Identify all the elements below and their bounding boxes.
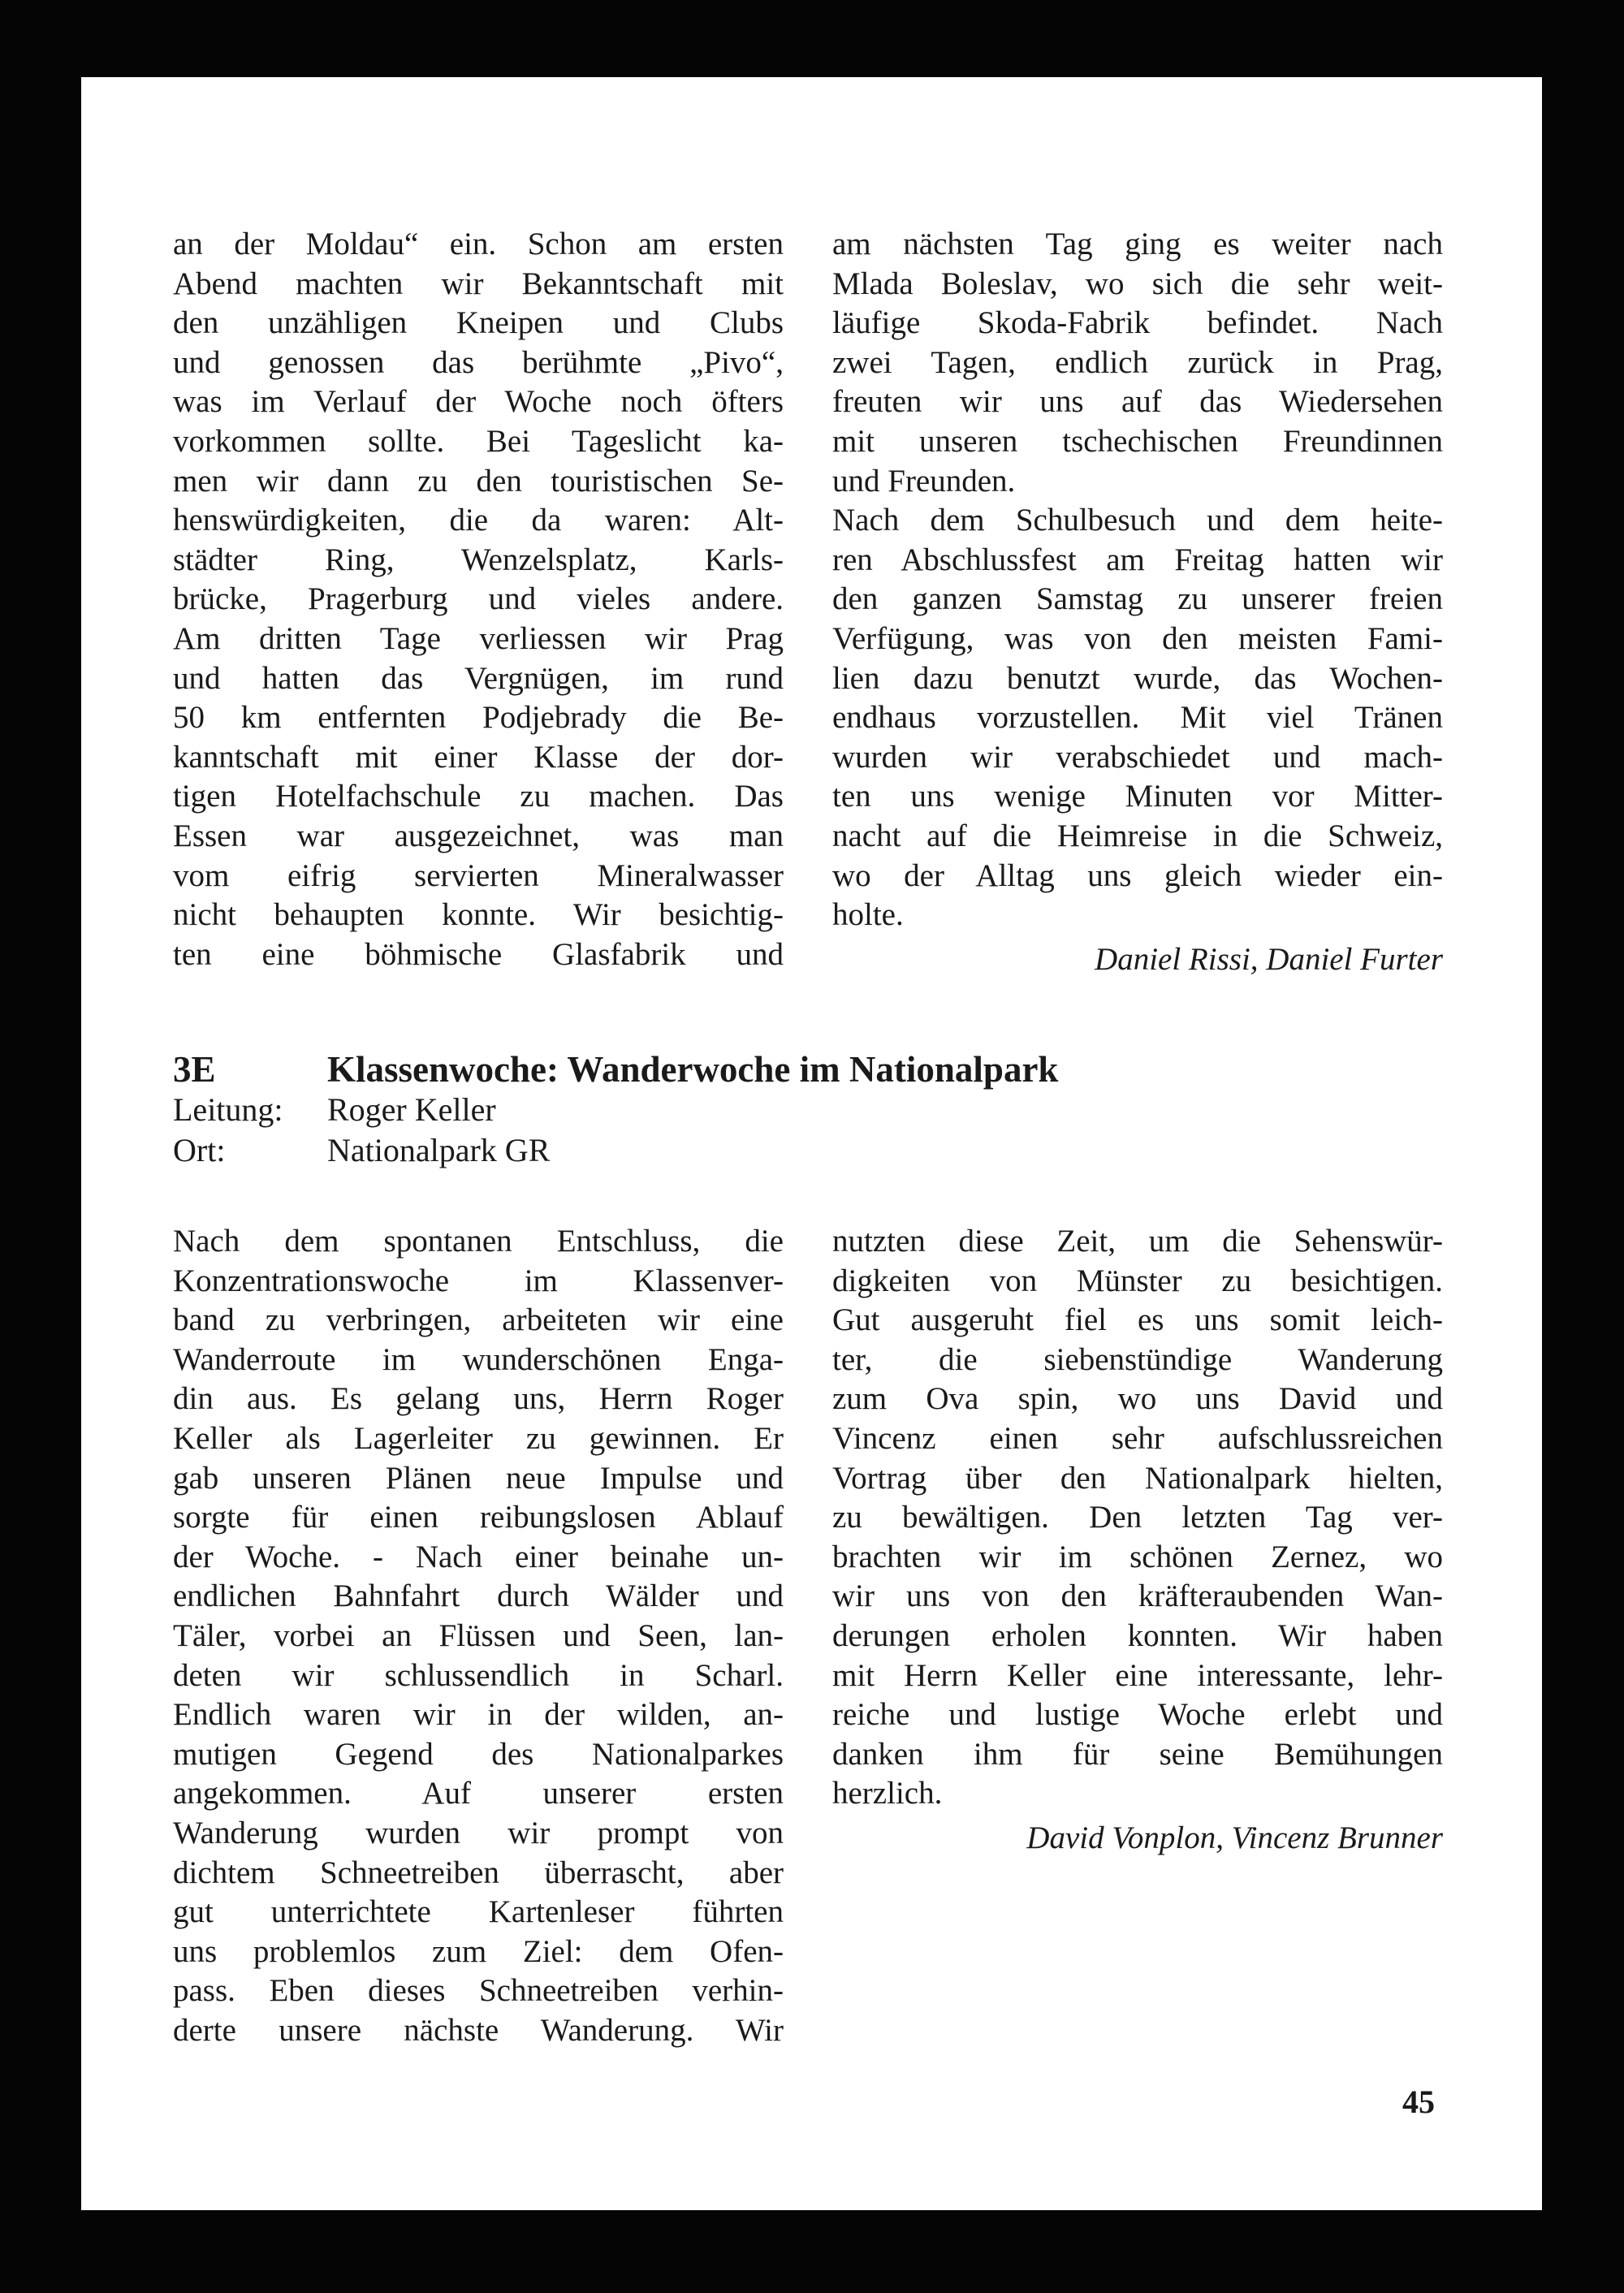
text-line: derte unsere nächste Wanderung. Wir <box>173 2012 784 2048</box>
text-line: ter, die siebenstündige Wanderung <box>832 1341 1443 1377</box>
text-line: Abend machten wir Bekanntschaft mit <box>173 266 784 301</box>
section2-left-column <box>173 1222 784 2050</box>
text-line: sorgte für einen reibungslosen Ablauf <box>173 1500 784 1535</box>
section1-author: Daniel Rissi, Daniel Furter <box>1095 941 1443 977</box>
ort-row <box>173 1130 1058 1171</box>
text-line: endlichen Bahnfahrt durch Wälder und <box>173 1578 784 1614</box>
text-line: Nach dem Schulbesuch und dem heite- <box>832 503 1443 538</box>
text-line: mit unseren tschechischen Freundinnen <box>832 423 1443 459</box>
text-line: der Woche. - Nach einer beinahe un- <box>173 1539 784 1574</box>
text-line: danken ihm für seine Bemühungen <box>832 1736 1443 1772</box>
text-line: brücke, Pragerburg und vieles andere. <box>173 581 784 617</box>
class-code: 3E <box>173 1049 216 1090</box>
text-line: Wanderroute im wunderschönen Enga- <box>173 1341 784 1377</box>
text-line: Vincenz einen sehr aufschlussreichen <box>832 1420 1443 1456</box>
text-line: brachten wir im schönen Zernez, wo <box>832 1539 1443 1574</box>
text-line: Konzentrationswoche im Klassenver- <box>173 1263 784 1298</box>
section1-right-column <box>832 225 1443 979</box>
text-line: an der Moldau“ ein. Schon am ersten <box>173 227 784 261</box>
text-line: städter Ring, Wenzelsplatz, Karls- <box>173 542 784 577</box>
text-line: Täler, vorbei an Flüssen und Seen, lan- <box>173 1617 784 1653</box>
text-line: Nach dem spontanen Entschluss, die <box>173 1224 784 1259</box>
text-line: reiche und lustige Woche erlebt und <box>832 1697 1443 1733</box>
text-line: 50 km entfernten Podjebrady die Be- <box>173 700 784 736</box>
text-line: pass. Eben dieses Schneetreiben verhin- <box>173 1973 784 2009</box>
section1-left-column <box>173 225 784 974</box>
text-line: ten eine böhmische Glasfabrik und <box>173 936 784 972</box>
text-line: wurden wir verabschiedet und mach- <box>832 739 1443 775</box>
text-line: Keller als Lagerleiter zu gewinnen. Er <box>173 1420 784 1456</box>
text-line: den ganzen Samstag zu unserer freien <box>832 581 1443 617</box>
section-title: Klassenwoche: Wanderwoche im Nationalpark <box>327 1049 1059 1090</box>
text-line: Mlada Boleslav, wo sich die sehr weit- <box>832 266 1443 301</box>
section2-heading <box>173 1049 1058 1171</box>
text-line: und Freunden. <box>832 463 1016 499</box>
text-line: mit Herrn Keller eine interessante, lehr- <box>832 1657 1443 1693</box>
text-line: uns problemlos zum Ziel: dem Ofen- <box>173 1933 784 1969</box>
text-line: derungen erholen konnten. Wir haben <box>832 1617 1443 1653</box>
text-line: deten wir schlussendlich in Scharl. <box>173 1657 784 1693</box>
text-line: gab unseren Plänen neue Impulse und <box>173 1460 784 1496</box>
text-line: ren Abschlussfest am Freitag hatten wir <box>832 542 1443 577</box>
text-line: endhaus vorzustellen. Mit viel Tränen <box>832 700 1443 736</box>
text-line: tigen Hotelfachschule zu machen. Das <box>173 779 784 814</box>
text-line: läufige Skoda-Fabrik befindet. Nach <box>832 305 1443 341</box>
text-line: was im Verlauf der Woche noch öfters <box>173 384 784 420</box>
text-line: freuten wir uns auf das Wiedersehen <box>832 384 1443 420</box>
text-line: und hatten das Vergnügen, im rund <box>173 660 784 696</box>
section2-author: David Vonplon, Vincenz Brunner <box>1026 1820 1443 1855</box>
text-line: lien dazu benutzt wurde, das Wochen- <box>832 660 1443 696</box>
text-line: men wir dann zu den touristischen Se- <box>173 463 784 499</box>
text-line: din aus. Es gelang uns, Herrn Roger <box>173 1381 784 1417</box>
text-line: nacht auf die Heimreise in die Schweiz, <box>832 818 1443 853</box>
text-line: Am dritten Tage verliessen wir Prag <box>173 620 784 656</box>
text-line: nicht behaupten konnte. Wir besichtig- <box>173 897 784 933</box>
text-line: Vortrag über den Nationalpark hielten, <box>832 1460 1443 1496</box>
text-line: und genossen das berühmte „Pivo“, <box>173 344 784 380</box>
text-line: mutigen Gegend des Nationalparkes <box>173 1736 784 1772</box>
text-line: Wanderung wurden wir prompt von <box>173 1815 784 1850</box>
text-line: band zu verbringen, arbeiteten wir eine <box>173 1302 784 1338</box>
text-line: am nächsten Tag ging es weiter nach <box>832 227 1443 261</box>
text-line: herzlich. <box>832 1776 943 1812</box>
section-title-row <box>173 1049 1058 1090</box>
text-line: zu bewältigen. Den letzten Tag ver- <box>832 1500 1443 1535</box>
leitung-label: Leitung: <box>173 1091 283 1128</box>
document-page <box>81 77 1542 2210</box>
text-line: nutzten diese Zeit, um die Sehenswür- <box>832 1224 1443 1259</box>
page-number: 45 <box>1402 2084 1435 2120</box>
text-line: zwei Tagen, endlich zurück in Prag, <box>832 344 1443 380</box>
text-line: henswürdigkeiten, die da waren: Alt- <box>173 503 784 538</box>
ort-label: Ort: <box>173 1132 226 1168</box>
text-line: holte. <box>832 897 904 933</box>
leitung-row <box>173 1090 1058 1130</box>
text-line: Essen war ausgezeichnet, was man <box>173 818 784 853</box>
ort-value: Nationalpark GR <box>327 1132 551 1168</box>
text-line: vorkommen sollte. Bei Tageslicht ka- <box>173 423 784 459</box>
text-line: wir uns von den kräfteraubenden Wan- <box>832 1578 1443 1614</box>
text-line: vom eifrig servierten Mineralwasser <box>173 857 784 893</box>
text-line: kanntschaft mit einer Klasse der dor- <box>173 739 784 775</box>
leitung-value: Roger Keller <box>327 1091 496 1128</box>
text-line: dichtem Schneetreiben überrascht, aber <box>173 1855 784 1890</box>
text-line: zum Ova spin, wo uns David und <box>832 1381 1443 1417</box>
section2-right-column <box>832 1222 1443 1859</box>
text-line: den unzähligen Kneipen und Clubs <box>173 305 784 341</box>
text-line: gut unterrichtete Kartenleser führten <box>173 1894 784 1930</box>
text-line: angekommen. Auf unserer ersten <box>173 1776 784 1812</box>
text-line: digkeiten von Münster zu besichtigen. <box>832 1263 1443 1298</box>
text-line: ten uns wenige Minuten vor Mitter- <box>832 779 1443 814</box>
text-line: wo der Alltag uns gleich wieder ein- <box>832 857 1443 893</box>
text-line: Gut ausgeruht fiel es uns somit leich- <box>832 1302 1443 1338</box>
text-line: Verfügung, was von den meisten Fami- <box>832 620 1443 656</box>
text-line: Endlich waren wir in der wilden, an- <box>173 1697 784 1733</box>
